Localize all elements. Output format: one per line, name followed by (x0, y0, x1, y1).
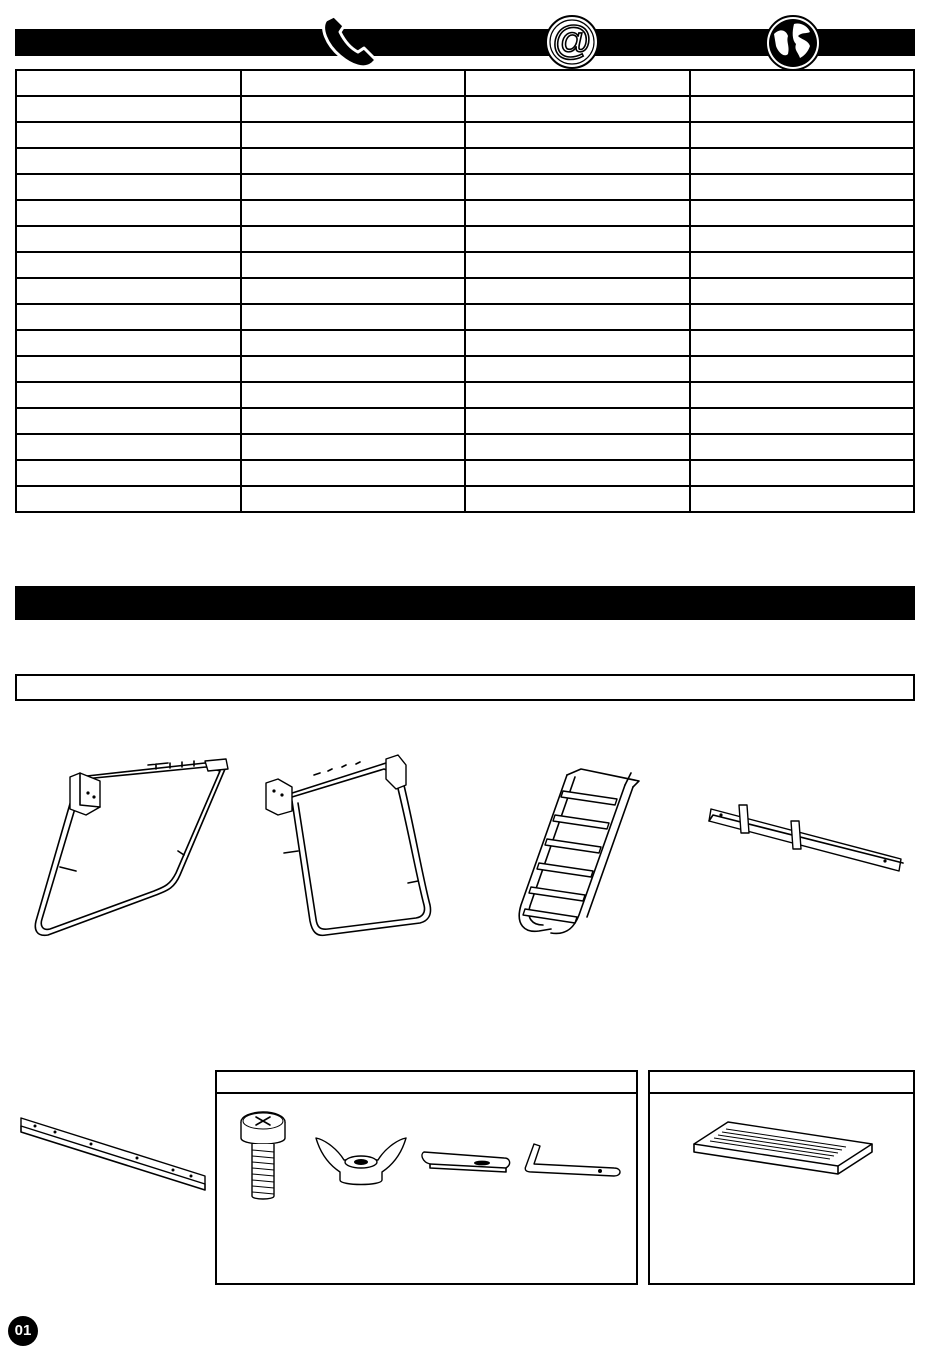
contact-row (16, 434, 914, 460)
contact-cell (465, 356, 690, 382)
contact-cell (690, 200, 915, 226)
contact-cell (241, 174, 466, 200)
contact-cell (16, 460, 241, 486)
contact-row (16, 200, 914, 226)
side-frame-right-illustration (262, 755, 442, 945)
contact-cell (241, 382, 466, 408)
contact-cell (16, 434, 241, 460)
contact-cell (690, 122, 915, 148)
contact-cell (465, 304, 690, 330)
contact-cell (16, 356, 241, 382)
contact-cell (465, 434, 690, 460)
contact-cell (241, 70, 466, 96)
contact-row (16, 382, 914, 408)
contact-row (16, 226, 914, 252)
contact-cell (465, 330, 690, 356)
contact-cell (241, 122, 466, 148)
contact-cell (690, 356, 915, 382)
contact-cell (465, 382, 690, 408)
flat-bracket-illustration (420, 1144, 512, 1176)
contact-cell (690, 226, 915, 252)
contact-cell (241, 434, 466, 460)
contact-row (16, 278, 914, 304)
contact-row (16, 148, 914, 174)
parts-label-box (15, 674, 915, 701)
contact-cell (16, 226, 241, 252)
hardware-box-header (217, 1072, 636, 1094)
contact-cell (16, 486, 241, 512)
contact-table (15, 69, 915, 513)
contact-cell (16, 252, 241, 278)
section-header-bar (15, 586, 915, 620)
contact-cell (690, 252, 915, 278)
contact-cell (465, 70, 690, 96)
contact-cell (241, 304, 466, 330)
angle-bracket-illustration (522, 1140, 624, 1180)
contact-cell (690, 304, 915, 330)
contact-cell (16, 70, 241, 96)
contact-cell (241, 460, 466, 486)
contact-row (16, 460, 914, 486)
contact-cell (241, 356, 466, 382)
contact-cell (465, 200, 690, 226)
contact-cell (690, 70, 915, 96)
contact-row (16, 174, 914, 200)
contact-cell (16, 408, 241, 434)
contact-cell (690, 174, 915, 200)
contact-row (16, 96, 914, 122)
contact-cell (16, 174, 241, 200)
contact-cell (465, 486, 690, 512)
at-sign-icon (541, 14, 603, 72)
step-tread-box-header (650, 1072, 913, 1094)
contact-cell (16, 200, 241, 226)
contact-cell (241, 200, 466, 226)
contact-cell (16, 382, 241, 408)
contact-cell (690, 96, 915, 122)
contact-cell (465, 122, 690, 148)
screw-illustration (238, 1108, 288, 1204)
contact-row (16, 408, 914, 434)
globe-icon (764, 14, 822, 72)
contact-cell (465, 252, 690, 278)
page-number-badge: 01 (8, 1316, 38, 1346)
contact-cell (465, 174, 690, 200)
contact-cell (690, 330, 915, 356)
side-frame-left-illustration (30, 755, 235, 945)
contact-cell (465, 96, 690, 122)
phone-icon (318, 14, 380, 70)
contact-cell (241, 486, 466, 512)
contact-cell (16, 278, 241, 304)
contact-cell (690, 382, 915, 408)
contact-row (16, 356, 914, 382)
svg-text:@: @ (551, 19, 593, 63)
step-tread-illustration (692, 1118, 876, 1178)
cross-bar-illustration (705, 795, 910, 885)
contact-row (16, 486, 914, 512)
contact-cell (241, 278, 466, 304)
contact-cell (16, 304, 241, 330)
ladder-illustration (505, 765, 650, 945)
contact-cell (465, 148, 690, 174)
contact-cell (465, 408, 690, 434)
rail-illustration (15, 1110, 210, 1195)
contact-cell (241, 408, 466, 434)
contact-cell (241, 252, 466, 278)
contact-cell (690, 486, 915, 512)
contact-cell (690, 408, 915, 434)
contact-cell (465, 278, 690, 304)
contact-cell (241, 148, 466, 174)
contact-cell (690, 148, 915, 174)
contact-cell (690, 434, 915, 460)
wing-nut-illustration (312, 1130, 410, 1188)
contact-cell (16, 122, 241, 148)
contact-row (16, 70, 914, 96)
contact-cell (241, 96, 466, 122)
contact-row (16, 304, 914, 330)
contact-cell (16, 148, 241, 174)
contact-row (16, 252, 914, 278)
contact-cell (16, 96, 241, 122)
contact-cell (16, 330, 241, 356)
contact-row (16, 330, 914, 356)
contact-cell (690, 460, 915, 486)
contact-cell (465, 226, 690, 252)
contact-cell (465, 460, 690, 486)
contact-cell (241, 330, 466, 356)
contact-cell (690, 278, 915, 304)
contact-cell (241, 226, 466, 252)
contact-row (16, 122, 914, 148)
